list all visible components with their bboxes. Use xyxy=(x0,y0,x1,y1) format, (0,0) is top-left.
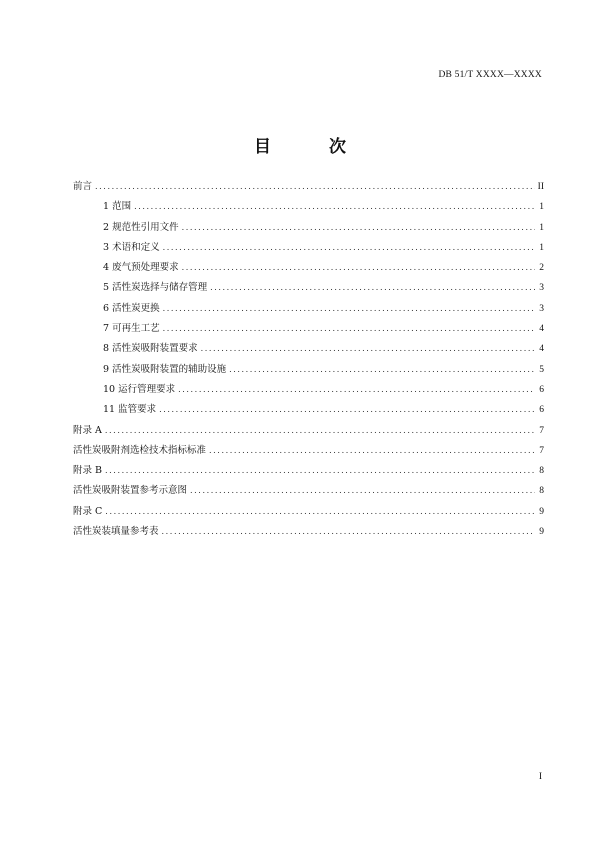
toc-entry-page: 9 xyxy=(539,506,544,517)
toc-entry-page: 1 xyxy=(539,242,544,253)
toc-entry-label: 附录 C xyxy=(73,505,103,517)
toc-leader-dots xyxy=(105,466,535,475)
toc-leader-dots xyxy=(210,283,535,292)
toc-entry[interactable] xyxy=(73,320,544,340)
toc-entry[interactable] xyxy=(73,219,544,239)
toc-entry-page: 1 xyxy=(539,202,544,213)
toc-entry-label: 附录 B xyxy=(73,465,103,477)
toc-entry-page: 6 xyxy=(539,384,544,395)
toc-entry[interactable] xyxy=(73,198,544,218)
table-of-contents xyxy=(73,178,544,543)
toc-entry-page: 7 xyxy=(539,445,544,456)
toc-entry[interactable] xyxy=(73,361,544,381)
toc-leader-dots xyxy=(159,405,535,414)
toc-entry-label: 1 范围 xyxy=(103,201,132,213)
toc-entry-page: 4 xyxy=(539,344,544,355)
toc-entry-page: 9 xyxy=(539,527,544,538)
toc-entry[interactable] xyxy=(73,422,544,442)
toc-entry[interactable] xyxy=(73,462,544,482)
page-title: 目 次 xyxy=(254,137,372,157)
toc-entry[interactable] xyxy=(73,381,544,401)
toc-entry-page: 8 xyxy=(539,486,544,497)
toc-entry-label: 11 监管要求 xyxy=(103,404,157,416)
toc-entry-page: 7 xyxy=(539,425,544,436)
toc-entry-page: 5 xyxy=(539,364,544,375)
toc-leader-dots xyxy=(209,446,535,455)
toc-leader-dots xyxy=(182,223,535,232)
toc-entry-label: 8 活性炭吸附装置要求 xyxy=(103,343,198,355)
toc-entry-label: 3 术语和定义 xyxy=(103,241,160,253)
toc-entry-page: II xyxy=(537,182,544,192)
toc-leader-dots xyxy=(190,486,535,495)
toc-entry-page: 3 xyxy=(539,303,544,314)
toc-entry[interactable] xyxy=(73,401,544,421)
toc-leader-dots xyxy=(229,365,535,374)
toc-entry-page: 1 xyxy=(539,222,544,233)
toc-entry[interactable] xyxy=(73,482,544,502)
toc-entry-label: 4 废气预处理要求 xyxy=(103,262,179,274)
toc-entry-page: 2 xyxy=(539,263,544,274)
toc-entry-label: 活性炭装填量参考表 xyxy=(73,526,159,538)
toc-entry-page: 8 xyxy=(539,466,544,477)
toc-leader-dots xyxy=(163,243,535,252)
toc-entry[interactable] xyxy=(73,523,544,543)
toc-entry[interactable] xyxy=(73,178,544,198)
toc-entry-label: 活性炭吸附装置参考示意图 xyxy=(73,485,188,497)
toc-entry-page: 3 xyxy=(539,283,544,294)
toc-entry-label: 5 活性炭选择与储存管理 xyxy=(103,282,208,294)
toc-leader-dots xyxy=(163,324,535,333)
toc-leader-dots xyxy=(163,304,535,313)
toc-entry-page: 4 xyxy=(539,324,544,335)
toc-entry[interactable] xyxy=(73,503,544,523)
toc-leader-dots xyxy=(162,527,535,536)
toc-entry[interactable] xyxy=(73,442,544,462)
page-number: I xyxy=(538,772,542,782)
toc-leader-dots xyxy=(182,263,535,272)
toc-entry-label: 活性炭吸附剂选检技术指标标准 xyxy=(73,444,207,456)
toc-leader-dots xyxy=(105,426,535,435)
toc-entry-label: 7 可再生工艺 xyxy=(103,323,160,335)
toc-leader-dots xyxy=(134,202,535,211)
toc-leader-dots xyxy=(201,344,535,353)
toc-entry-label: 6 活性炭更换 xyxy=(103,302,160,314)
toc-entry-label: 附录 A xyxy=(73,424,102,436)
toc-entry[interactable] xyxy=(73,300,544,320)
toc-entry[interactable] xyxy=(73,279,544,299)
toc-entry[interactable] xyxy=(73,259,544,279)
toc-leader-dots xyxy=(105,507,535,516)
toc-entry-label: 10 运行管理要求 xyxy=(103,383,176,395)
toc-entry[interactable] xyxy=(73,340,544,360)
toc-entry-label: 9 活性炭吸附装置的辅助设施 xyxy=(103,363,227,375)
toc-entry-label: 前言 xyxy=(73,181,93,192)
toc-entry[interactable] xyxy=(73,239,544,259)
toc-leader-dots xyxy=(178,385,535,394)
toc-entry-label: 2 规范性引用文件 xyxy=(103,221,179,233)
toc-leader-dots xyxy=(95,182,535,191)
document-code: DB 51/T XXXX—XXXX xyxy=(438,70,542,80)
toc-entry-page: 6 xyxy=(539,405,544,416)
